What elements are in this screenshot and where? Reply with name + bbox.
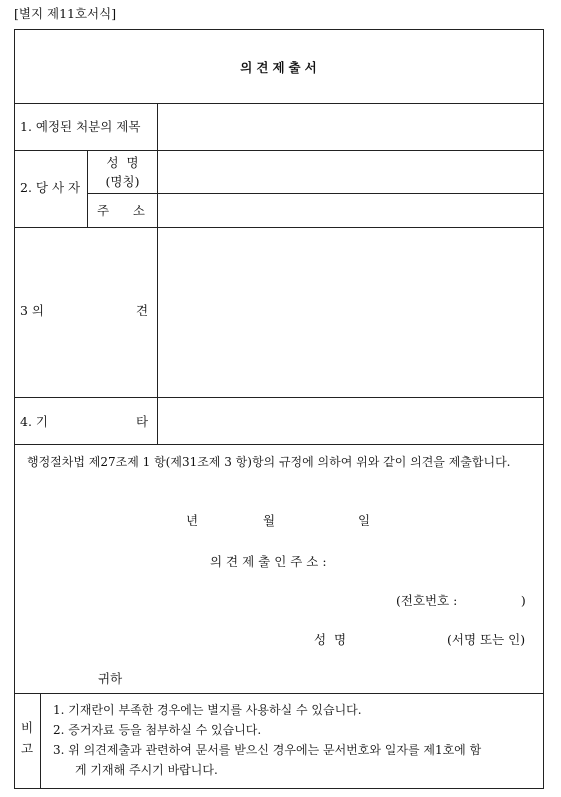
other-label: 4. 기 [20,414,48,429]
address-label: 주 소 [97,203,145,218]
other-label-end: 타 [136,414,149,429]
phone-label: (전호번호 : ) [396,593,526,608]
subject-field[interactable] [158,104,543,150]
remark-item: 1. 기재란이 부족한 경우에는 별지를 사용하실 수 있습니다. [53,703,362,717]
recipient-label: 귀하 [98,671,123,686]
remark-item: 3. 위 의견제출과 관련하여 문서를 받으신 경우에는 문서번호와 일자를 제1호에 함 [53,743,482,757]
opinion-label: 3 의 [20,303,45,318]
other-field[interactable] [158,398,543,444]
opinion-label-end: 견 [136,303,149,318]
date-day-label: 일 [358,513,371,528]
subject-label: 1. 예정된 처분의 제목 [20,119,141,134]
party-label: 2. 당 사 자 [20,180,81,195]
signature-note: (서명 또는 인) [447,632,526,647]
date-month-label: 월 [263,513,276,528]
opinion-field[interactable] [158,228,543,397]
signature-name-label: 성 명 [314,632,347,647]
form-title: 의견제출서 [240,60,321,75]
date-year-label: 년 [186,513,199,528]
remarks-label-top: 비 [21,720,34,735]
declaration-statement: 행정절차법 제27조제 1 항(제31조제 3 항)항의 규정에 의하여 위와 같이 의견을 제출합니다. [27,455,511,469]
remark-item: 게 기재해 주시기 바랍니다. [75,763,218,777]
address-field[interactable] [158,194,543,227]
remark-item: 2. 증거자료 등을 첨부하실 수 있습니다. [53,723,262,737]
name-field[interactable] [158,151,543,193]
name-label: 성 명 [106,155,139,170]
submitter-address-label: 의 견 제 출 인 주 소 : [210,554,327,569]
name-label-sub: (명칭) [105,174,140,189]
remarks-label-bottom: 고 [21,741,34,756]
form-number-label: [별지 제11호서식] [14,6,117,21]
